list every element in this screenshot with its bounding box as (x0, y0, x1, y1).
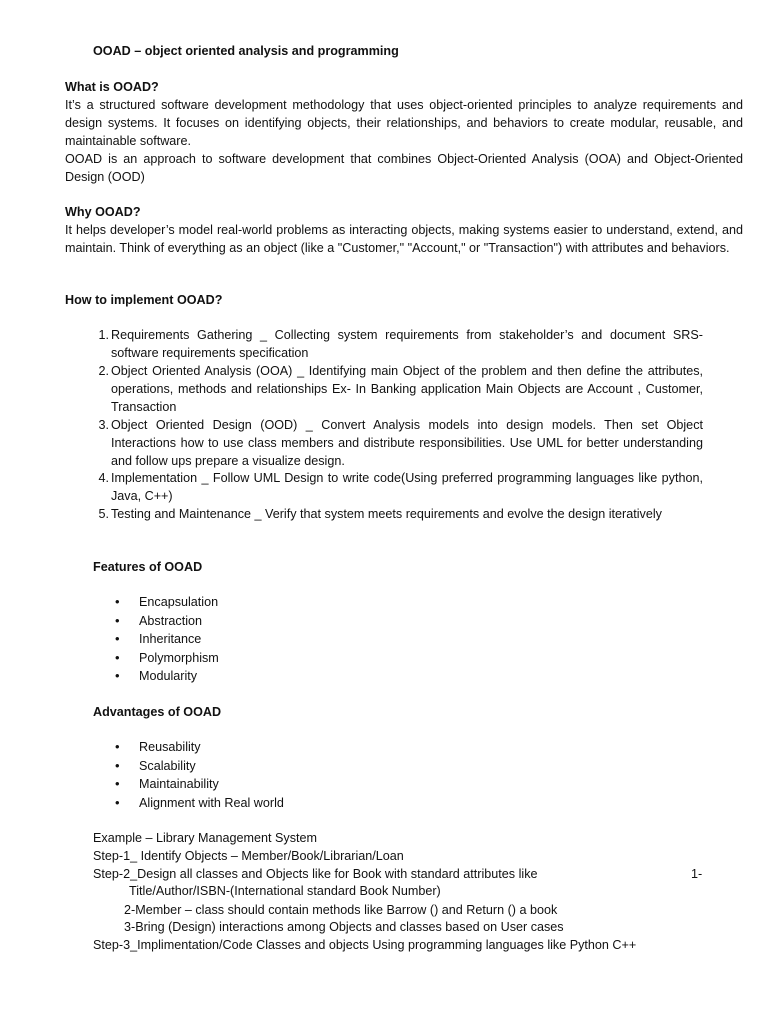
what-p1: It’s a structured software development methodology that uses object-oriented principles to analyze requirements and design systems. It focuses on identifying objects, their relationships, and behaviors to create modular, reusable, and maintainable software. (65, 98, 743, 148)
step-text: Object Oriented Analysis (OOA) _ Identifying main Object of the problem and then define the attributes, operations, methods and relationships Ex- In Banking application Main Objects are Account , Customer, Transaction (111, 364, 703, 414)
doc-title: OOAD – object oriented analysis and programming (93, 44, 399, 58)
step-text: Object Oriented Design (OOD) _ Convert Analysis models into design models. Then set Object Interactions how to use class members and distribute responsibilities. Use UML for better understanding and follow ups prepare a visualize design. (111, 418, 703, 468)
bullet-icon: • (115, 758, 120, 773)
step-number: 2. (98, 364, 109, 378)
how-heading: How to implement OOAD? (65, 293, 223, 307)
example-step2-line1: Step-2_Design all classes and Objects like for Book with standard attributes like (93, 867, 538, 881)
list-item: Reusability (139, 740, 201, 754)
example-step2-line2: Title/Author/ISBN-(International standard Book Number) (129, 884, 441, 898)
example-step1: Step-1_ Identify Objects – Member/Book/Librarian/Loan (93, 849, 404, 863)
example-step2-num: 1- (691, 867, 703, 881)
step-number: 4. (98, 471, 109, 485)
step-number: 1. (98, 328, 109, 342)
bullet-icon: • (115, 739, 120, 754)
what-paragraph (65, 96, 743, 186)
features-heading: Features of OOAD (93, 560, 203, 574)
list-item: Maintainability (139, 777, 219, 791)
step-text: Implementation _ Follow UML Design to write code(Using preferred programming languages like python, Java, C++) (111, 471, 703, 503)
example-step2-sub2: 2-Member – class should contain methods like Barrow () and Return () a book (124, 903, 558, 917)
advantages-heading: Advantages of OOAD (93, 705, 222, 719)
bullet-icon: • (115, 594, 120, 609)
why-heading: Why OOAD? (65, 205, 141, 219)
example-step2-sub3: 3-Bring (Design) interactions among Objects and classes based on User cases (124, 920, 564, 934)
list-item: Inheritance (139, 632, 202, 646)
list-item: Encapsulation (139, 595, 219, 609)
example-step3: Step-3_Implimentation/Code Classes and objects Using programming languages like Python C++ (93, 938, 637, 952)
list-item: Modularity (139, 669, 198, 683)
step-text: Requirements Gathering _ Collecting system requirements from stakeholder’s and document SRS- software requirements specification (111, 328, 703, 360)
step-number: 5. (98, 507, 109, 521)
list-item: Alignment with Real world (139, 796, 284, 810)
what-heading: What is OOAD? (65, 80, 159, 94)
why-paragraph (65, 221, 743, 257)
step-text: Testing and Maintenance _ Verify that system meets requirements and evolve the design iteratively (111, 507, 662, 521)
bullet-icon: • (115, 650, 120, 665)
bullet-icon: • (115, 631, 120, 646)
why-p1: It helps developer’s model real-world problems as interacting objects, making systems easier to understand, extend, and maintain. Think of everything as an object (like a "Customer," "Account," or "Transaction") with attributes and behaviors. (65, 223, 743, 255)
example-heading: Example – Library Management System (93, 831, 317, 845)
step-number: 3. (98, 418, 109, 432)
list-item: Scalability (139, 759, 196, 773)
bullet-icon: • (115, 776, 120, 791)
bullet-icon: • (115, 613, 120, 628)
bullet-icon: • (115, 795, 120, 810)
what-p2: OOAD is an approach to software development that combines Object-Oriented Analysis (OOA) and Object-Oriented Design (OOD) (65, 152, 743, 184)
list-item: Abstraction (139, 614, 202, 628)
list-item: Polymorphism (139, 651, 219, 665)
bullet-icon: • (115, 668, 120, 683)
